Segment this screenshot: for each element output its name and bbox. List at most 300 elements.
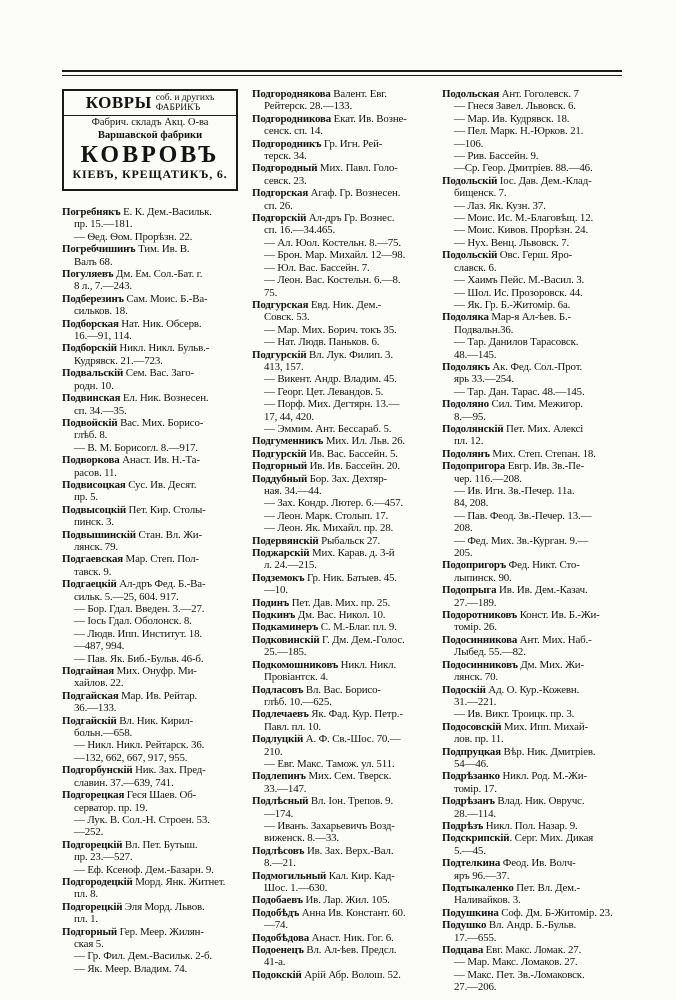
ad-title: КОВРЫ — [85, 93, 152, 112]
directory-column-3 — [442, 88, 626, 994]
directory-entry — [442, 584, 626, 596]
entry-continuation: Шос. 1.—630. — [264, 882, 328, 894]
entry-details: Морд. Янк. Житнет. — [132, 875, 226, 888]
entry-continuation: 205. — [454, 547, 473, 560]
entry-surname: Подопригоръ — [442, 559, 507, 572]
directory-entry — [62, 293, 246, 305]
directory-subentry: — Леон. Марк. Столып. 17. — [264, 509, 389, 522]
directory-entry — [442, 88, 626, 100]
entry-details: Никл. Пол. Назар. 9. — [483, 819, 578, 832]
directory-column-2 — [252, 88, 436, 981]
entry-continuation: лянск. 70. — [454, 671, 498, 684]
entry-continuation: Провіантск. 4. — [264, 671, 329, 684]
entry-details: А. Ф. Св.-Шос. 70.— — [303, 733, 401, 746]
entry-surname: Подгороднякова — [252, 88, 331, 100]
entry-surname: Подгаецкій — [62, 578, 117, 591]
directory-entry — [252, 572, 436, 584]
directory-entry — [252, 547, 436, 559]
entry-details: Пет. Мих. Алексі — [503, 422, 584, 435]
entry-details: Конст. Ив. Б.-Жи- — [517, 609, 600, 622]
entry-continuation: славин. 37.—639, 741. — [74, 776, 174, 789]
directory-entry — [252, 138, 436, 150]
entry-surname: Подушко — [442, 919, 487, 932]
entry-continuation: пр. 5. — [74, 491, 98, 504]
directory-subentry: —Ср. Геор. Дмитріев. 88.—46. — [454, 162, 593, 175]
directory-subentry: — Гнеся Завел. Львовск. 6. — [454, 100, 576, 113]
entry-continuation: родн. 10. — [74, 379, 114, 392]
entry-continuation: лянск. 79. — [74, 540, 118, 553]
entry-details: Тим. Ив. В. — [135, 243, 190, 256]
entry-surname: Подковинскій — [252, 633, 320, 646]
directory-subentry: — Моис. Кивов. Прорѣзн. 24. — [454, 224, 589, 237]
directory-entry — [252, 448, 436, 460]
entry-details: Ал-дръ Гр. Вознес. — [306, 212, 395, 225]
directory-entry — [252, 460, 436, 472]
entry-surname: Подмогильный — [252, 869, 327, 882]
directory-subentry: — Викент. Андр. Владим. 45. — [264, 373, 397, 386]
entry-continuation: Павл. пл. 10. — [264, 720, 321, 733]
entry-surname: Подрѣзанъ — [442, 795, 495, 808]
directory-entry — [62, 715, 246, 727]
entry-continuation: пр. 23.—527. — [74, 851, 133, 864]
entry-continuation: 36.—133. — [74, 702, 117, 715]
entry-details: Бор. Зах. Дехтяр- — [307, 472, 387, 485]
entry-continuation: 27.—189. — [454, 596, 497, 609]
entry-surname: Подпруцкая — [442, 745, 501, 758]
entry-continuation: —174. — [264, 807, 294, 820]
entry-continuation: 210. — [264, 745, 283, 758]
ad-header — [64, 91, 236, 116]
directory-entry — [252, 621, 436, 633]
directory-entry — [252, 932, 436, 944]
entry-details: Сил. Тим. Межигор. — [488, 398, 583, 411]
entry-continuation: яръ 96.—37. — [454, 869, 510, 882]
entry-surname: Подворкова — [62, 454, 120, 467]
directory-subentry: — В. М. Борисогл. 8.—917. — [74, 441, 198, 454]
directory-entry — [62, 578, 246, 590]
entry-surname: Подолянскій — [442, 422, 504, 435]
entry-surname: Подгуменникъ — [252, 435, 324, 448]
entry-continuation: сп. 26. — [264, 199, 293, 212]
top-rule-thin — [62, 75, 622, 76]
ad-subtitle-line1: соб. и другихъ — [155, 93, 215, 103]
directory-entry — [62, 318, 246, 330]
entry-continuation: 31.—221. — [454, 695, 497, 708]
directory-entry — [442, 944, 626, 956]
entry-details: Мих. Степ. Степан. 18. — [489, 447, 596, 460]
entry-details: Ник. Зах. Пред- — [132, 764, 206, 777]
entry-details: Гр. Игн. Рей- — [321, 137, 383, 150]
entry-surname: Подоляно — [442, 398, 489, 411]
entry-surname: Подосинникова — [442, 633, 518, 646]
directory-entry — [252, 894, 436, 906]
entry-surname: Подвойскій — [62, 416, 118, 429]
entry-details: Ел. Ник. Вознесен. — [120, 392, 209, 405]
entry-surname: Подгорскій — [252, 212, 307, 225]
entry-details: Вл. Ал-ѣев. Предсл. — [303, 944, 397, 957]
directory-subentry: — Зах. Кондр. Лютер. 6.—457. — [264, 497, 403, 510]
entry-details: Агаф. Гр. Вознесен. — [308, 187, 401, 200]
directory-entry — [442, 448, 626, 460]
directory-entry — [442, 907, 626, 919]
entry-surname: Подолякъ — [442, 360, 490, 373]
directory-subentry: — Пав. Феод. Зв.-Печер. 13.— — [454, 509, 592, 522]
entry-continuation: 16.—91, 114. — [74, 330, 132, 343]
entry-surname: Подоскій — [442, 683, 486, 696]
directory-subentry: — Гр. Фил. Дем.-Васильк. 2-б. — [74, 950, 212, 963]
directory-entry — [62, 342, 246, 354]
entry-details: Фед. Никт. Сто- — [506, 559, 580, 572]
entry-surname: Поджарскій — [252, 547, 310, 560]
directory-entry — [62, 367, 246, 379]
entry-continuation: Подвальн.36. — [454, 323, 514, 336]
entry-details: Г. Дм. Дем.-Голос. — [319, 633, 405, 646]
directory-entry — [442, 609, 626, 621]
entry-continuation: ская 5. — [74, 937, 104, 950]
directory-entry — [442, 311, 626, 323]
entry-details: Е. К. Дем.-Васильк. — [120, 206, 212, 218]
directory-subentry: — Юл. Вас. Бассейн. 7. — [264, 261, 370, 274]
directory-entry — [442, 857, 626, 869]
directory-entry — [252, 870, 436, 882]
entry-continuation: 17, 44, 420. — [264, 410, 314, 423]
entry-surname: Подобаевъ — [252, 894, 303, 907]
directory-subentry: — Евг. Макс. Тамож. ул. 511. — [264, 757, 395, 770]
entry-continuation: томір. 17. — [454, 782, 497, 795]
entry-surname: Подгородникова — [252, 112, 332, 125]
directory-entry — [62, 479, 246, 491]
entry-continuation: 8.—21. — [264, 857, 296, 870]
entry-surname: Подоляка — [442, 311, 489, 324]
entry-surname: Подскрипскій — [442, 832, 510, 845]
directory-entry — [442, 249, 626, 261]
directory-entry — [442, 770, 626, 782]
entry-details: Соф. Дм. Б-Житомір. 23. — [498, 906, 613, 919]
entry-details: Стан. Вл. Жи- — [135, 528, 202, 541]
directory-subentry: — Моис. Ис. М.-Благовѣщ. 12. — [454, 212, 594, 225]
entry-surname: Подласовъ — [252, 683, 304, 696]
entry-details: Мих. Онуфр. Ми- — [114, 665, 197, 678]
directory-subentry: — Макс. Пет. Зв.-Ломаковск. — [454, 968, 585, 981]
entry-surname: Подоротниковъ — [442, 609, 518, 622]
entry-continuation: тавск. 9. — [74, 565, 112, 578]
entry-details: Мар-я Ал-ѣев. Б.- — [488, 311, 571, 324]
entry-continuation: лыпинск. 90. — [454, 571, 512, 584]
entry-surname: Подгорецкій — [62, 838, 123, 851]
entry-surname: Подвинская — [62, 392, 121, 405]
entry-details: Эля Морд. Львов. — [122, 900, 205, 913]
entry-details: Нат. Ник. Обсерв. — [118, 317, 202, 330]
directory-entry — [442, 361, 626, 373]
entry-continuation: Валъ 68. — [74, 255, 113, 268]
entry-continuation: ярь 33.—254. — [454, 373, 514, 386]
entry-details: Сем. Вас. Заго- — [123, 367, 194, 380]
directory-entry — [252, 88, 436, 100]
directory-entry — [252, 597, 436, 609]
directory-entry — [252, 212, 436, 224]
entry-surname: Подгурская — [252, 298, 309, 311]
entry-continuation: славск. 6. — [454, 261, 497, 274]
entry-surname: Подлепинъ — [252, 770, 306, 783]
directory-entry — [62, 392, 246, 404]
entry-surname: Подтыкаленко — [442, 882, 514, 894]
directory-entry — [252, 349, 436, 361]
entry-continuation: 48.—145. — [454, 348, 497, 361]
entry-surname: Подобѣдъ — [252, 906, 300, 919]
entry-surname: Подинъ — [252, 596, 290, 609]
entry-surname: Подрѣзъ — [442, 819, 484, 832]
directory-subentry: — Иванъ. Захарьевичъ Возд- — [264, 819, 395, 832]
directory-entry — [62, 876, 246, 888]
entry-details: Вл. Вас. Борисо- — [303, 683, 381, 696]
entry-details: Гер. Меер. Жилян- — [117, 925, 204, 938]
entry-surname: Подгорный — [252, 460, 307, 473]
directory-subentry: — Хаимъ Пейс. М.-Васил. 3. — [454, 274, 585, 287]
entry-continuation: серватор. пр. 19. — [74, 801, 148, 814]
directory-entry — [62, 789, 246, 801]
directory-entry — [442, 659, 626, 671]
directory-entry — [62, 417, 246, 429]
entry-surname: Подопрыга — [442, 584, 497, 597]
entry-continuation: севск. 23. — [264, 174, 307, 187]
directory-subentry: — Эммим. Ант. Бессараб. 5. — [264, 422, 392, 435]
entry-surname: Погуляевъ — [62, 268, 114, 281]
directory-entry — [252, 535, 436, 547]
entry-details: Валент. Евг. — [330, 88, 387, 100]
directory-entry — [62, 901, 246, 913]
directory-entry — [62, 529, 246, 541]
directory-entry — [442, 746, 626, 758]
directory-entry — [252, 733, 436, 745]
entry-surname: Погребнякъ — [62, 206, 121, 218]
entry-details: Сус. Ив. Десят. — [125, 478, 197, 491]
entry-surname: Подокскій — [252, 968, 302, 981]
entry-details: Никл. Род. М.-Жи- — [499, 770, 587, 783]
entry-continuation: 41-a. — [264, 956, 286, 969]
entry-details: Ив. Зах. Верх.-Вал. — [304, 844, 394, 857]
entry-details: Влад. Ник. Овручс. — [494, 795, 585, 808]
directory-entry — [442, 684, 626, 696]
entry-continuation: —132, 662, 667, 917, 955. — [74, 751, 188, 764]
entry-surname: Подосинниковъ — [442, 658, 518, 671]
directory-subentry: — Георг. Цет. Левандов. 5. — [264, 385, 384, 398]
entry-surname: Подервянскій — [252, 534, 319, 547]
directory-subentry: — Мар. Мих. Борич. токъ 35. — [264, 323, 397, 336]
directory-subentry: — Брон. Мар. Михайл. 12—98. — [264, 249, 406, 262]
entry-details: Дм. Мих. Жи- — [517, 658, 584, 671]
directory-subentry: — Фед. Мих. Зв.-Курган. 9.— — [454, 534, 589, 547]
entry-details: Іос. Дав. Дем.-Клад- — [497, 174, 592, 187]
top-rule-thick — [62, 70, 622, 72]
entry-continuation: виженск. 8.—33. — [264, 832, 340, 845]
entry-details: Вл. Андр. Б.-Бульв. — [486, 919, 577, 932]
entry-details: Ад. О. Кур.-Кожевн. — [485, 683, 580, 696]
directory-entry — [442, 820, 626, 832]
ad-line-1: Фабрич. складъ Акц. О-ва — [91, 117, 209, 128]
advertisement-box — [62, 89, 238, 191]
entry-details: Ант. Мих. Наб.- — [517, 633, 592, 646]
directory-entry — [252, 634, 436, 646]
entry-continuation: 8 л., 7.—243. — [74, 280, 132, 293]
directory-entry — [252, 609, 436, 621]
entry-continuation: пл. 8. — [74, 888, 98, 901]
entry-continuation: 84, 208. — [454, 497, 489, 510]
directory-subentry: — Леон. Як. Михайл. пр. 28. — [264, 522, 394, 535]
directory-subentry: — Пав. Як. Биб.-Бульв. 46-б. — [74, 652, 204, 665]
directory-entry — [62, 268, 246, 280]
entry-details: Рыбальск 27. — [318, 534, 381, 547]
directory-entry — [252, 659, 436, 671]
entry-surname: Поддубный — [252, 472, 308, 485]
entry-details: Вл. Іон. Трепов. 9. — [308, 795, 394, 808]
directory-subentry: — Як. Гр. Б.-Житомір. 6а. — [454, 298, 571, 311]
directory-entry — [252, 187, 436, 199]
entry-continuation: больн.—658. — [74, 727, 133, 740]
entry-details: Вл. Пет. Бутыш. — [122, 838, 198, 851]
entry-details: Анна Ив. Констант. 60. — [299, 906, 406, 919]
directory-subentry: — Леон. Вас. Костельн. 6.—8. — [264, 274, 401, 287]
entry-continuation: пинск. 3. — [74, 516, 114, 529]
entry-continuation: 5.—45. — [454, 844, 486, 857]
entry-details: Мих. Павл. Голо- — [317, 162, 398, 175]
entry-details: С. М.-Благ. пл. 9. — [318, 621, 397, 634]
entry-surname: Подопригора — [442, 460, 506, 473]
entry-details: Ив. Ив. Бассейн. 20. — [307, 460, 400, 473]
entry-details: Ак. Фед. Сол.-Прот. — [489, 360, 583, 373]
entry-details: Ал-дръ Фед. Б.-Ва- — [116, 578, 206, 591]
entry-continuation: —487, 994. — [74, 640, 125, 653]
entry-details: Никл. Никл. Бульв.- — [116, 342, 210, 355]
entry-details: Анаст. Ник. Гог. 6. — [309, 931, 394, 944]
directory-entry — [62, 839, 246, 851]
directory-entry — [252, 684, 436, 696]
entry-surname: Подлечаевъ — [252, 708, 309, 721]
entry-details: Вл. Лук. Филип. 3. — [306, 348, 393, 361]
entry-continuation: —106. — [454, 137, 484, 150]
entry-details: Пет. Дав. Мих. пр. 25. — [289, 596, 391, 609]
entry-details: Пет. Кир. Столы- — [125, 503, 206, 516]
entry-surname: Подгорный — [62, 925, 117, 938]
directory-entry — [252, 435, 436, 447]
entry-continuation: глѣб. 10.—625. — [264, 695, 332, 708]
entry-continuation: 54—46. — [454, 757, 489, 770]
entry-continuation: Рейтерск. 28.—133. — [264, 100, 353, 113]
entry-surname: Подвысоцкій — [62, 503, 126, 516]
directory-entry — [62, 665, 246, 677]
entry-surname: Подгурскій — [252, 447, 307, 460]
entry-surname: Подобѣдова — [252, 931, 310, 944]
entry-continuation: 413, 157. — [264, 360, 304, 373]
directory-subentry: — Тар. Данилов Тарасовск. — [454, 336, 579, 349]
directory-subentry: — Ѳед. Ѳом. Прорѣзн. 22. — [74, 230, 193, 243]
entry-continuation: 27.—206. — [454, 981, 497, 994]
entry-continuation: —10. — [264, 584, 288, 597]
entry-details: Никл. Никл. — [338, 658, 397, 671]
directory-entry — [252, 795, 436, 807]
entry-surname: Подгайская — [62, 689, 119, 702]
entry-surname: Подлѣсный — [252, 795, 309, 808]
directory-entry — [62, 243, 246, 255]
directory-entry — [442, 721, 626, 733]
directory-column-1 — [62, 206, 246, 975]
entry-surname: Подгородный — [252, 162, 318, 175]
directory-subentry: — Мар. Ив. Кудрявск. 18. — [454, 112, 570, 125]
entry-details: Евд. Ник. Дем.- — [308, 298, 382, 311]
entry-continuation: Наливайков. 3. — [454, 894, 521, 907]
directory-entry — [442, 634, 626, 646]
entry-continuation: пр. 15.—181. — [74, 218, 133, 231]
entry-continuation: сильк. 5.—25, 604. 917. — [74, 590, 179, 603]
entry-details: Ив. Ив. Дем.-Казач. — [496, 584, 588, 597]
entry-continuation: 208. — [454, 522, 473, 535]
entry-surname: Подгорбунскій — [62, 764, 133, 777]
directory-subentry: — Лук. В. Сол.-Н. Строен. 53. — [74, 813, 210, 826]
directory-subentry: — Шол. Ис. Прозоровск. 44. — [454, 286, 583, 299]
entry-continuation: 75. — [264, 286, 278, 299]
directory-subentry: — Пел. Марк. Н.-Юрков. 21. — [454, 125, 584, 138]
entry-details: Мих. Ил. Льв. 26. — [323, 435, 405, 448]
directory-entry — [442, 559, 626, 571]
entry-surname: Подосовскій — [442, 720, 502, 733]
entry-details: Ив. Вас. Бассейн. 5. — [306, 447, 398, 460]
entry-continuation: 8.—95. — [454, 410, 486, 423]
ad-line-2: Варшавской фабрики — [97, 130, 203, 141]
directory-entry — [442, 795, 626, 807]
directory-entry — [62, 926, 246, 938]
entry-surname: Подгородникъ — [252, 137, 322, 150]
entry-details: Ант. Гоголевск. 7 — [499, 88, 579, 100]
ad-subtitle — [156, 93, 215, 113]
entry-continuation: —252. — [74, 826, 104, 839]
entry-surname: Подгаевская — [62, 553, 123, 566]
entry-surname: Подтелкина — [442, 857, 501, 870]
entry-details: Мар. Степ. Пол- — [122, 553, 199, 566]
directory-subentry: — Ив. Викт. Троицк. пр. 3. — [454, 708, 575, 721]
entry-continuation: пл. 12. — [454, 435, 484, 448]
directory-entry — [252, 708, 436, 720]
directory-entry — [252, 907, 436, 919]
directory-entry — [252, 113, 436, 125]
entry-details: Феод. Ив. Волч- — [500, 857, 576, 870]
directory-entry — [252, 770, 436, 782]
entry-surname: Подкаминеръ — [252, 621, 319, 634]
entry-details: Як. Фад. Кур. Петр.- — [308, 708, 403, 721]
entry-continuation: —74. — [264, 919, 288, 932]
entry-details: Пет. Вл. Дем.- — [513, 882, 580, 894]
directory-entry — [62, 764, 246, 776]
entry-surname: Подвисоцкая — [62, 478, 126, 491]
entry-surname: Подгорецкая — [62, 789, 125, 802]
entry-surname: Подборская — [62, 317, 119, 330]
entry-surname: Подкомошниковъ — [252, 658, 339, 671]
entry-details: Вѣр. Ник. Дмитріев. — [500, 745, 596, 758]
directory-entry — [442, 460, 626, 472]
entry-continuation: сп. 16.—34.465. — [264, 224, 336, 237]
entry-continuation: томір. 26. — [454, 621, 497, 634]
entry-details: Мих. Ипп. Михай- — [501, 720, 588, 733]
entry-surname: Подкинъ — [252, 609, 296, 622]
directory-subentry: — Як. Меер. Владим. 74. — [74, 962, 188, 975]
directory-subentry: — Іось Гдал. Оболонск. 8. — [74, 615, 192, 628]
entry-details: Овс. Герш. Яро- — [497, 249, 573, 262]
entry-details: Гр. Ник. Батыев. 45. — [304, 571, 397, 584]
entry-surname: Подгайскій — [62, 714, 117, 727]
directory-entry — [442, 919, 626, 931]
directory-subentry: — Нух. Венц. Львовск. 7. — [454, 236, 570, 249]
entry-continuation: сенск. сп. 14. — [264, 125, 323, 138]
entry-continuation: Совск. 53. — [264, 311, 310, 324]
entry-surname: Подвышинскій — [62, 528, 136, 541]
